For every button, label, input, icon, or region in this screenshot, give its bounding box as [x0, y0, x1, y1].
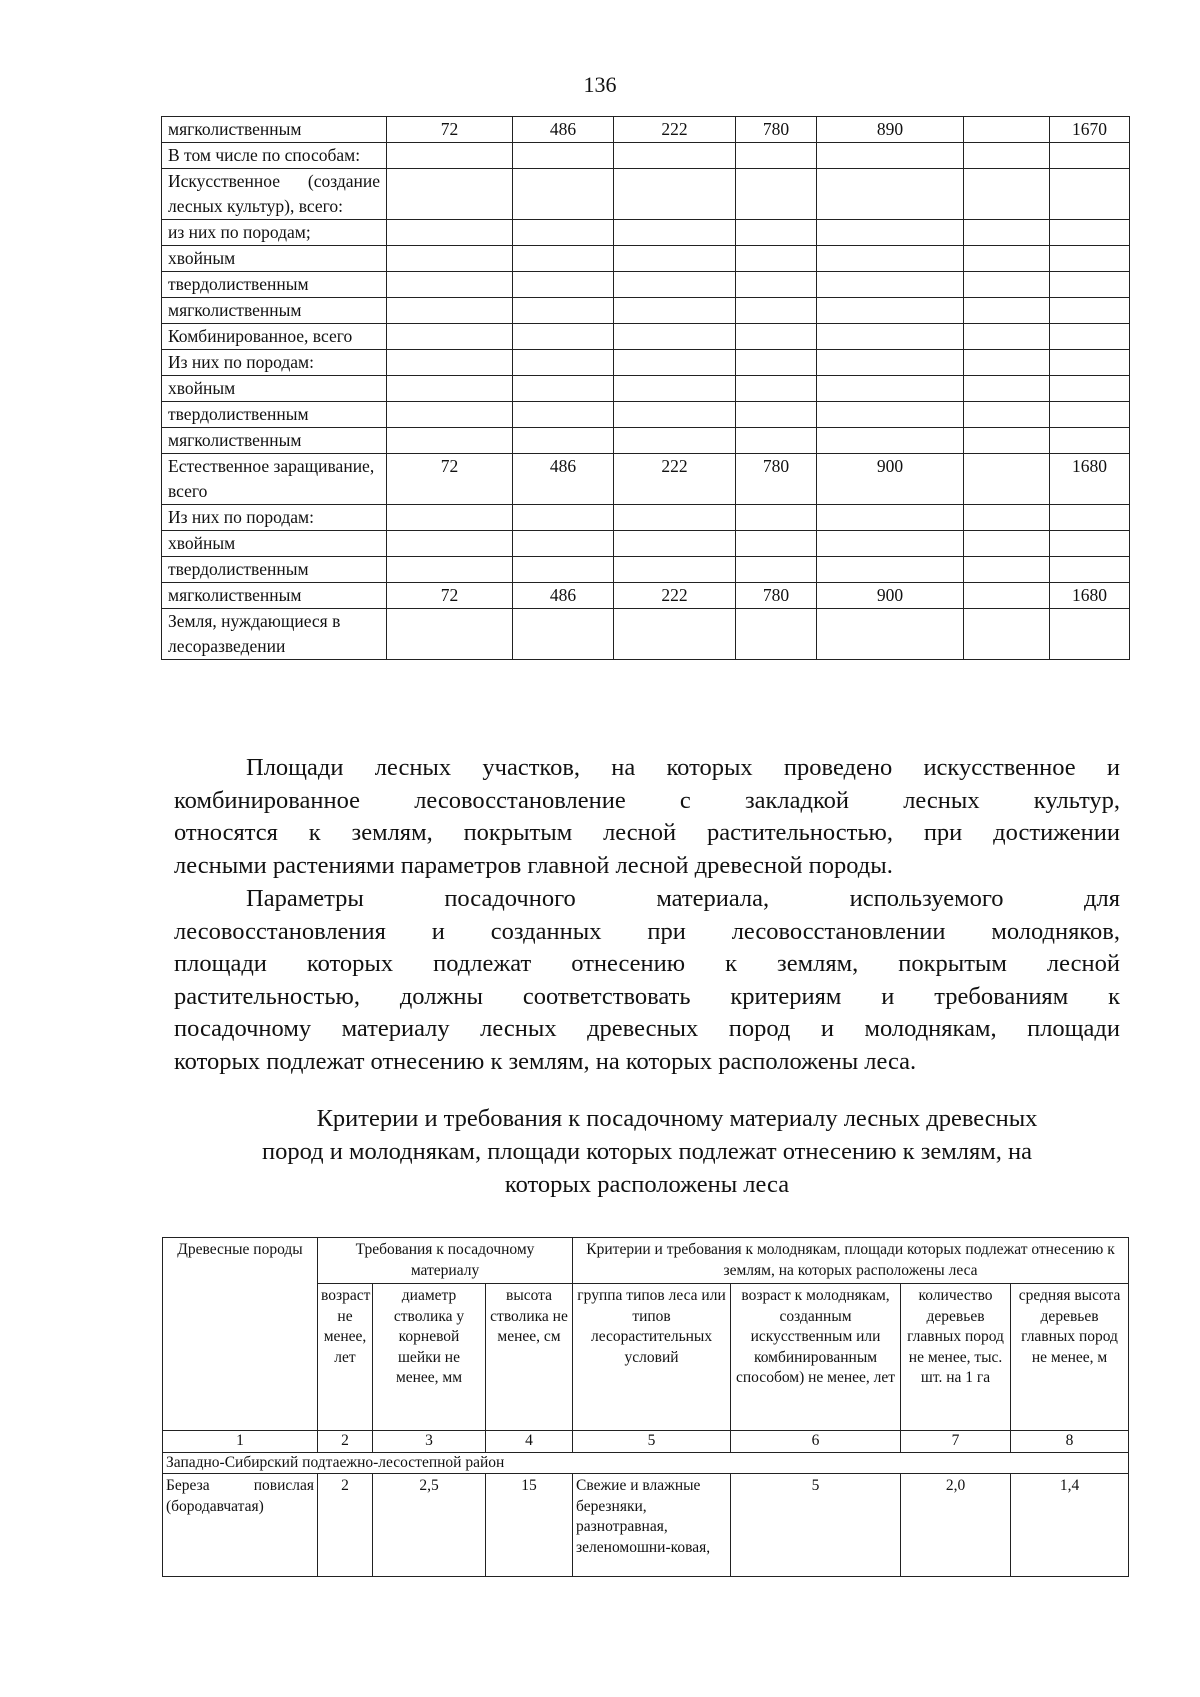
- table-row: [162, 531, 1130, 557]
- value-cell: [817, 324, 964, 350]
- value-cell: [513, 531, 614, 557]
- header-diameter: диаметр стволика у корневой шейки не менее, мм: [373, 1284, 486, 1431]
- value-cell: [387, 324, 513, 350]
- header-height: высота стволика не менее, см: [486, 1284, 573, 1431]
- value-cell: [614, 376, 736, 402]
- value-cell: [964, 557, 1050, 583]
- value-cell: [736, 402, 817, 428]
- value-cell: [614, 531, 736, 557]
- value-cell: 486: [513, 117, 614, 143]
- table-row: [162, 376, 1130, 402]
- value-cell: [387, 402, 513, 428]
- value-cell: [387, 505, 513, 531]
- value-cell: 900: [817, 454, 964, 505]
- value-cell: [736, 272, 817, 298]
- value-cell: [387, 272, 513, 298]
- table-row: [162, 143, 1130, 169]
- value-cell: [1050, 350, 1130, 376]
- paragraph-line: комбинированное лесовосстановление с закладкой лесных культур,: [174, 786, 1120, 814]
- value-cell: [736, 220, 817, 246]
- value-cell: [964, 505, 1050, 531]
- header-tree-count: количество деревьев главных пород не менее, тыс. шт. на 1 га: [901, 1284, 1011, 1431]
- avg-height-cell: 1,4: [1011, 1474, 1129, 1577]
- table-row: [162, 428, 1130, 454]
- value-cell: [387, 169, 513, 220]
- value-cell: [614, 428, 736, 454]
- value-cell: [964, 376, 1050, 402]
- value-cell: [387, 298, 513, 324]
- value-cell: [1050, 169, 1130, 220]
- value-cell: [817, 428, 964, 454]
- section-heading: [174, 1102, 1120, 1201]
- value-cell: 900: [817, 583, 964, 609]
- table-row: [162, 272, 1130, 298]
- row-label: хвойным: [162, 246, 387, 272]
- value-cell: [513, 402, 614, 428]
- value-cell: [817, 557, 964, 583]
- paragraph-1: [174, 752, 1120, 882]
- value-cell: [513, 272, 614, 298]
- value-cell: [513, 428, 614, 454]
- header-age: возраст не менее, лет: [318, 1284, 373, 1431]
- value-cell: [1050, 557, 1130, 583]
- paragraph-line: лесовосстановления и созданных при лесовосстановлении молодняков,: [174, 917, 1120, 945]
- header-species: Древесные породы: [163, 1238, 318, 1431]
- heading-line: Критерии и требования к посадочному материалу лесных древесных: [316, 1105, 1038, 1132]
- value-cell: [964, 350, 1050, 376]
- value-cell: [736, 428, 817, 454]
- criteria-table: [162, 1237, 1129, 1577]
- value-cell: [817, 246, 964, 272]
- col-number: 2: [318, 1431, 373, 1453]
- value-cell: [614, 324, 736, 350]
- value-cell: [736, 246, 817, 272]
- table-row: [162, 169, 1130, 220]
- row-label: хвойным: [162, 531, 387, 557]
- forest-area-table: [161, 116, 1130, 660]
- value-cell: 222: [614, 454, 736, 505]
- value-cell: [1050, 609, 1130, 660]
- row-label: твердолиственным: [162, 557, 387, 583]
- value-cell: [614, 272, 736, 298]
- value-cell: [964, 117, 1050, 143]
- value-cell: [1050, 531, 1130, 557]
- value-cell: [387, 557, 513, 583]
- paragraph-line: лесными растениями параметров главной лесной древесной породы.: [174, 851, 893, 879]
- age-cell: 2: [318, 1474, 373, 1577]
- paragraph-line: посадочному материалу лесных древесных пород и молоднякам, площади: [174, 1015, 1120, 1043]
- value-cell: [817, 402, 964, 428]
- value-cell: [736, 557, 817, 583]
- value-cell: [1050, 220, 1130, 246]
- value-cell: [817, 531, 964, 557]
- value-cell: [513, 246, 614, 272]
- value-cell: [964, 428, 1050, 454]
- region-name: Западно-Сибирский подтаежно-лесостепной район: [163, 1452, 1129, 1474]
- value-cell: [964, 143, 1050, 169]
- value-cell: 1670: [1050, 117, 1130, 143]
- col-number: 4: [486, 1431, 573, 1453]
- header-row-group: [163, 1238, 1129, 1284]
- value-cell: [387, 143, 513, 169]
- value-cell: [513, 376, 614, 402]
- row-label: мягколиственным: [162, 428, 387, 454]
- table-row: [162, 609, 1130, 660]
- row-label: Искусственное (создание лесных культур), всего:: [162, 169, 387, 220]
- value-cell: [1050, 143, 1130, 169]
- value-cell: 222: [614, 583, 736, 609]
- header-avg-height: средняя высота деревьев главных пород не менее, м: [1011, 1284, 1129, 1431]
- value-cell: [387, 350, 513, 376]
- value-cell: [817, 376, 964, 402]
- row-label: Из них по породам:: [162, 350, 387, 376]
- value-cell: [614, 402, 736, 428]
- tree-count-cell: 2,0: [901, 1474, 1011, 1577]
- header-planting-material: Требования к посадочному материалу: [318, 1238, 573, 1284]
- value-cell: [736, 298, 817, 324]
- value-cell: 486: [513, 583, 614, 609]
- table-row: [162, 220, 1130, 246]
- value-cell: 72: [387, 583, 513, 609]
- value-cell: [1050, 298, 1130, 324]
- column-number-row: [163, 1431, 1129, 1453]
- value-cell: [614, 143, 736, 169]
- table-row: [163, 1474, 1129, 1577]
- value-cell: [736, 350, 817, 376]
- paragraph-line: относятся к землям, покрытым лесной растительностью, при достижении: [174, 819, 1120, 847]
- heading-line: пород и молоднякам, площади которых подлежат отнесению к землям, на: [262, 1138, 1032, 1165]
- value-cell: [387, 609, 513, 660]
- value-cell: [614, 169, 736, 220]
- value-cell: [817, 350, 964, 376]
- value-cell: [817, 505, 964, 531]
- row-label: Естественное заращивание, всего: [162, 454, 387, 505]
- col-number: 1: [163, 1431, 318, 1453]
- value-cell: [387, 531, 513, 557]
- value-cell: [964, 298, 1050, 324]
- table-row: [162, 350, 1130, 376]
- value-cell: [387, 428, 513, 454]
- paragraph-line: Параметры посадочного материала, используемого для: [246, 885, 1120, 912]
- paragraph-line: растительностью, должны соответствовать критериям и требованиям к: [174, 982, 1120, 1010]
- row-label: мягколиственным: [162, 298, 387, 324]
- species-line: (бородавчатая): [166, 1497, 264, 1515]
- table-row: [162, 505, 1130, 531]
- value-cell: [513, 220, 614, 246]
- table-row: [162, 583, 1130, 609]
- row-label: Комбинированное, всего: [162, 324, 387, 350]
- value-cell: [387, 246, 513, 272]
- value-cell: 780: [736, 454, 817, 505]
- value-cell: [614, 220, 736, 246]
- value-cell: [964, 531, 1050, 557]
- value-cell: 72: [387, 454, 513, 505]
- table-row: [162, 298, 1130, 324]
- value-cell: [817, 272, 964, 298]
- value-cell: 72: [387, 117, 513, 143]
- value-cell: [736, 324, 817, 350]
- value-cell: [964, 324, 1050, 350]
- value-cell: [1050, 376, 1130, 402]
- col-number: 3: [373, 1431, 486, 1453]
- value-cell: 890: [817, 117, 964, 143]
- value-cell: [736, 376, 817, 402]
- row-label: твердолиственным: [162, 272, 387, 298]
- species-line: Береза повислая: [166, 1477, 314, 1494]
- row-label: Земля, нуждающиеся в лесоразведении: [162, 609, 387, 660]
- value-cell: [1050, 246, 1130, 272]
- value-cell: 1680: [1050, 583, 1130, 609]
- header-young-age: возраст к молоднякам, созданным искусственным или комбинированным способом) не менее, лет: [731, 1284, 901, 1431]
- row-label: В том числе по способам:: [162, 143, 387, 169]
- row-label: мягколиственным: [162, 583, 387, 609]
- region-row: [163, 1452, 1129, 1474]
- table-row: [162, 117, 1130, 143]
- value-cell: 486: [513, 454, 614, 505]
- value-cell: [964, 609, 1050, 660]
- value-cell: [513, 298, 614, 324]
- row-label: хвойным: [162, 376, 387, 402]
- forest-type-cell: Свежие и влажные березняки, разнотравная, зеленомошни-ковая,: [573, 1474, 731, 1577]
- value-cell: [1050, 324, 1130, 350]
- young-age-cell: 5: [731, 1474, 901, 1577]
- value-cell: [817, 143, 964, 169]
- value-cell: [964, 246, 1050, 272]
- col-number: 6: [731, 1431, 901, 1453]
- page-number: 136: [583, 72, 617, 97]
- value-cell: [513, 609, 614, 660]
- value-cell: [1050, 272, 1130, 298]
- value-cell: [964, 169, 1050, 220]
- value-cell: [736, 531, 817, 557]
- value-cell: [387, 376, 513, 402]
- value-cell: [513, 350, 614, 376]
- value-cell: [614, 609, 736, 660]
- value-cell: [513, 324, 614, 350]
- paragraph-line: площади которых подлежат отнесению к землям, покрытым лесной: [174, 950, 1120, 978]
- value-cell: [513, 143, 614, 169]
- table-row: [162, 454, 1130, 505]
- col-number: 8: [1011, 1431, 1129, 1453]
- heading-line: которых расположены леса: [504, 1171, 790, 1198]
- paragraph-2: [174, 883, 1120, 1079]
- row-label: мягколиственным: [162, 117, 387, 143]
- value-cell: [614, 350, 736, 376]
- value-cell: [736, 609, 817, 660]
- value-cell: [614, 298, 736, 324]
- row-label: твердолиственным: [162, 402, 387, 428]
- table-row: [162, 402, 1130, 428]
- header-forest-type: группа типов леса или типов лесорастительных условий: [573, 1284, 731, 1431]
- value-cell: [964, 583, 1050, 609]
- value-cell: [964, 402, 1050, 428]
- value-cell: 780: [736, 117, 817, 143]
- value-cell: 1680: [1050, 454, 1130, 505]
- value-cell: [1050, 402, 1130, 428]
- value-cell: [513, 505, 614, 531]
- value-cell: [736, 505, 817, 531]
- value-cell: [964, 220, 1050, 246]
- value-cell: [964, 272, 1050, 298]
- value-cell: [817, 609, 964, 660]
- col-number: 5: [573, 1431, 731, 1453]
- header-young-stands: Критерии и требования к молоднякам, площади которых подлежат отнесению к землям, на которых расположены леса: [573, 1238, 1129, 1284]
- value-cell: [513, 169, 614, 220]
- value-cell: [614, 246, 736, 272]
- value-cell: [1050, 505, 1130, 531]
- height-cell: 15: [486, 1474, 573, 1577]
- species-cell: [163, 1474, 318, 1577]
- value-cell: [964, 454, 1050, 505]
- value-cell: [736, 143, 817, 169]
- table-row: [162, 324, 1130, 350]
- row-label: из них по породам;: [162, 220, 387, 246]
- value-cell: [817, 220, 964, 246]
- value-cell: [817, 298, 964, 324]
- value-cell: [513, 557, 614, 583]
- table-row: [162, 246, 1130, 272]
- value-cell: [1050, 428, 1130, 454]
- value-cell: [817, 169, 964, 220]
- paragraph-line: Площади лесных участков, на которых проведено искусственное и: [246, 754, 1120, 781]
- col-number: 7: [901, 1431, 1011, 1453]
- value-cell: [614, 505, 736, 531]
- row-label: Из них по породам:: [162, 505, 387, 531]
- table-row: [162, 557, 1130, 583]
- diameter-cell: 2,5: [373, 1474, 486, 1577]
- value-cell: [736, 169, 817, 220]
- value-cell: 780: [736, 583, 817, 609]
- value-cell: [387, 220, 513, 246]
- value-cell: [614, 557, 736, 583]
- value-cell: 222: [614, 117, 736, 143]
- paragraph-line: которых подлежат отнесению к землям, на которых расположены леса.: [174, 1047, 917, 1075]
